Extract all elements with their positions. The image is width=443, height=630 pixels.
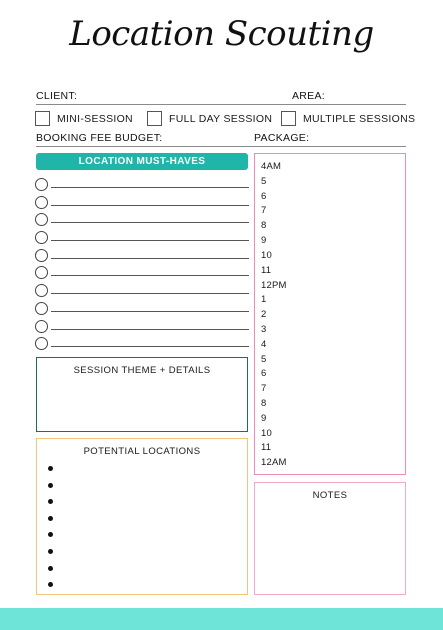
- location-bullet[interactable]: [48, 495, 247, 512]
- must-haves-heading: LOCATION MUST-HAVES: [36, 153, 248, 170]
- multiple-sessions-label: MULTIPLE SESSIONS: [303, 112, 416, 125]
- must-have-check-circle[interactable]: [35, 249, 48, 262]
- must-have-item[interactable]: [35, 193, 249, 211]
- must-have-line[interactable]: [51, 293, 249, 294]
- must-have-check-circle[interactable]: [35, 178, 48, 191]
- must-have-check-circle[interactable]: [35, 320, 48, 333]
- hour-label: 8: [261, 398, 267, 409]
- multiple-sessions-option[interactable]: [281, 111, 415, 126]
- must-have-check-circle[interactable]: [35, 266, 48, 279]
- must-have-check-circle[interactable]: [35, 213, 48, 226]
- location-bullet[interactable]: [48, 528, 247, 545]
- must-have-item[interactable]: [35, 175, 249, 193]
- hour-label: 10: [261, 427, 272, 439]
- page-title: Location Scouting: [69, 14, 374, 54]
- must-have-item[interactable]: [35, 210, 249, 228]
- location-bullet[interactable]: [48, 512, 247, 529]
- must-have-line[interactable]: [51, 205, 249, 206]
- hour-label: 3: [261, 323, 267, 335]
- must-have-item[interactable]: [35, 317, 249, 335]
- notes-box[interactable]: [254, 482, 406, 595]
- hour-label: 6: [261, 368, 267, 380]
- hour-label: 12AM: [261, 457, 287, 469]
- mini-session-label: MINI-SESSION: [57, 112, 133, 125]
- hour-label: 4AM: [261, 161, 282, 172]
- must-have-check-circle[interactable]: [35, 302, 48, 315]
- notes-heading: NOTES: [312, 490, 348, 501]
- hour-label: 5: [261, 353, 267, 365]
- must-have-line[interactable]: [51, 275, 249, 276]
- hour-label: 6: [261, 190, 267, 202]
- hour-label: 11: [261, 264, 272, 276]
- hour-label: 4: [261, 338, 267, 350]
- session-theme-heading: SESSION THEME + DETAILS: [73, 365, 211, 376]
- multiple-sessions-checkbox[interactable]: [281, 111, 296, 126]
- must-have-line[interactable]: [51, 329, 249, 330]
- hourly-schedule-box[interactable]: [254, 153, 406, 475]
- must-have-line[interactable]: [51, 187, 249, 188]
- hour-label: 7: [261, 383, 267, 395]
- must-have-item[interactable]: [35, 334, 249, 352]
- hour-label: 9: [261, 412, 267, 424]
- full-day-session-checkbox[interactable]: [147, 111, 162, 126]
- location-bullet[interactable]: [48, 578, 247, 595]
- location-bullet[interactable]: [48, 545, 247, 562]
- full-day-session-option[interactable]: [147, 111, 272, 126]
- location-bullet[interactable]: [48, 479, 247, 496]
- must-have-line[interactable]: [51, 222, 249, 223]
- footer-band: [0, 608, 443, 630]
- must-have-item[interactable]: [35, 246, 249, 264]
- must-have-check-circle[interactable]: [35, 196, 48, 209]
- must-have-check-circle[interactable]: [35, 231, 48, 244]
- area-label: AREA:: [292, 90, 326, 102]
- location-bullet[interactable]: [48, 462, 247, 479]
- hour-label: 11: [261, 442, 272, 454]
- hour-label: 12PM: [261, 279, 287, 291]
- must-have-item[interactable]: [35, 281, 249, 299]
- client-label: CLIENT:: [36, 90, 78, 102]
- mini-session-option[interactable]: [35, 111, 133, 126]
- session-theme-box[interactable]: [36, 357, 248, 432]
- must-have-line[interactable]: [51, 258, 249, 259]
- hours-list: [255, 154, 405, 471]
- package-label: PACKAGE:: [254, 132, 310, 144]
- potential-locations-list: [48, 462, 247, 595]
- must-have-line[interactable]: [51, 311, 249, 312]
- potential-locations-box[interactable]: [36, 438, 248, 595]
- booking-fee-label: BOOKING FEE BUDGET:: [36, 132, 163, 144]
- mini-session-checkbox[interactable]: [35, 111, 50, 126]
- must-have-check-circle[interactable]: [35, 284, 48, 297]
- hour-label: 1: [261, 294, 267, 306]
- must-have-line[interactable]: [51, 346, 249, 347]
- full-day-session-label: FULL DAY SESSION: [169, 112, 273, 125]
- location-bullet[interactable]: [48, 562, 247, 579]
- hour-label: 2: [261, 309, 267, 321]
- must-have-item[interactable]: [35, 228, 249, 246]
- hour-label: 9: [261, 235, 267, 247]
- must-haves-list: [35, 175, 249, 352]
- client-area-line[interactable]: [36, 104, 406, 105]
- must-have-line[interactable]: [51, 240, 249, 241]
- hour-label: 7: [261, 205, 267, 217]
- must-have-check-circle[interactable]: [35, 337, 48, 350]
- hour-label: 8: [261, 220, 267, 232]
- potential-locations-heading: POTENTIAL LOCATIONS: [83, 446, 201, 457]
- hour-label: 10: [261, 249, 272, 261]
- must-have-item[interactable]: [35, 299, 249, 317]
- must-have-item[interactable]: [35, 263, 249, 281]
- booking-package-line[interactable]: [36, 146, 406, 147]
- hour-label: 5: [261, 175, 267, 187]
